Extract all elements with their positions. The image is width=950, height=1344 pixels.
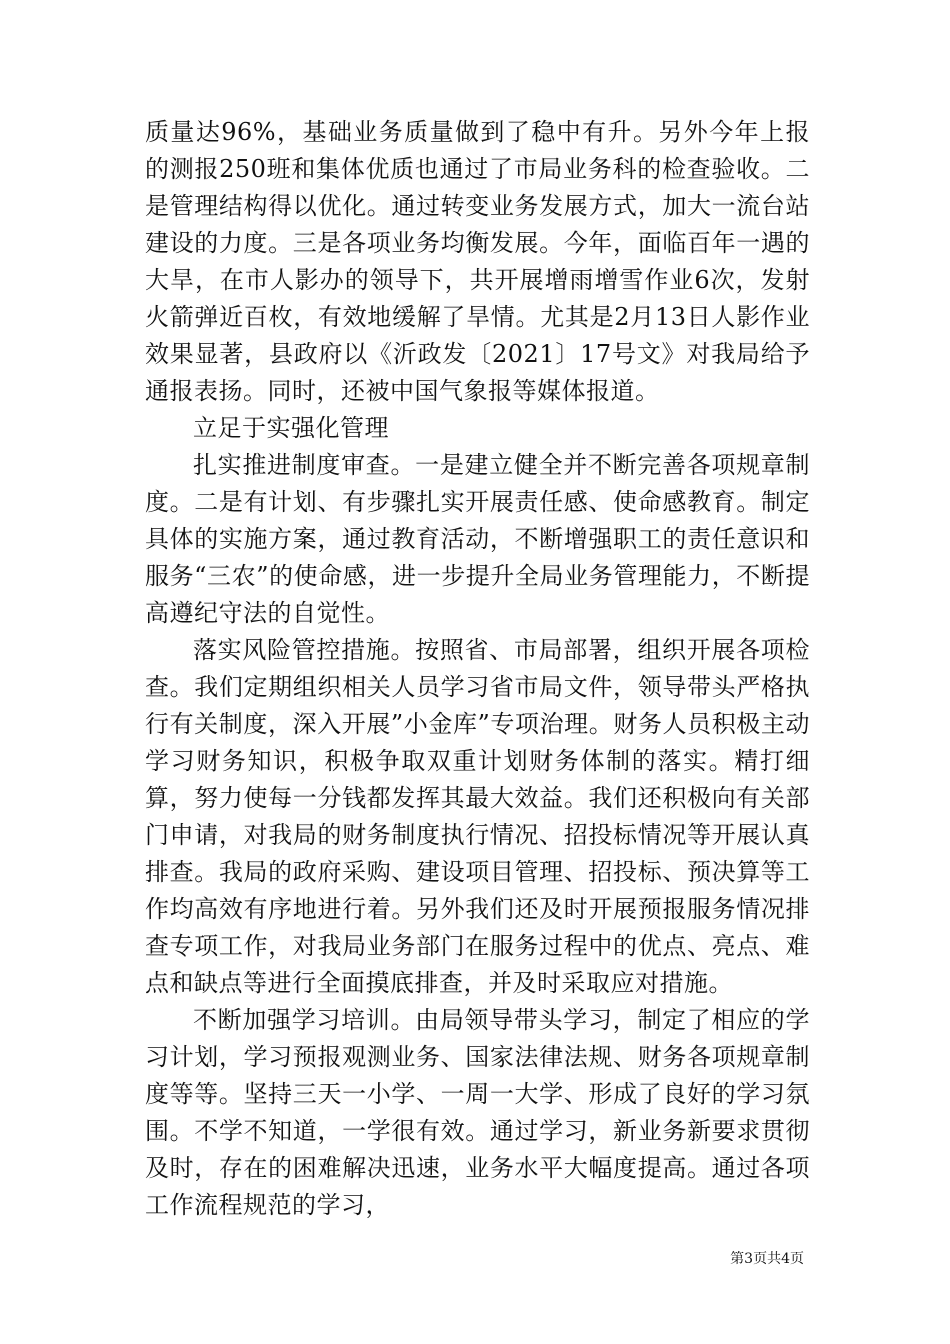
section-heading: 立足于实强化管理 xyxy=(193,414,389,442)
page-number-footer: 第3页共4页 xyxy=(730,1251,804,1267)
paragraph-system-review: 扎实推进制度审查。一是建立健全并不断完善各项规章制度。二是有计划、有步骤扎实开展责任感、使命感教育。制定具体的实施方案，通过教育活动，不断增强职工的责任意识和服务“三农”的使命感，进一步提升全局业务管理能力，不断提高遵纪守法的自觉性。 xyxy=(145,451,810,627)
paragraph-training: 不断加强学习培训。由局领导带头学习，制定了相应的学习计划，学习预报观测业务、国家法律法规、财务各项规章制度等等。坚持三天一小学、一周一大学、形成了良好的学习氛围。不学不知道，一学很有效。通过学习，新业务新要求贯彻及时，存在的困难解决迅速，业务水平大幅度提高。通过各项工作流程规范的学习， xyxy=(145,1006,810,1219)
document-body xyxy=(145,114,810,1224)
paragraph-risk-control: 落实风险管控措施。按照省、市局部署，组织开展各项检查。我们定期组织相关人员学习省市局文件，领导带头严格执行有关制度，深入开展”小金库”专项治理。财务人员积极主动学习财务知识，积极争取双重计划财务体制的落实。精打细算，努力使每一分钱都发挥其最大效益。我们还积极向有关部门申请，对我局的财务制度执行情况、招投标情况等开展认真排查。我局的政府采购、建设项目管理、招投标、预决算等工作均高效有序地进行着。另外我们还及时开展预报服务情况排查专项工作，对我局业务部门在服务过程中的优点、亮点、难点和缺点等进行全面摸底排查，并及时采取应对措施。 xyxy=(145,636,810,997)
paragraph-continued: 质量达96%，基础业务质量做到了稳中有升。另外今年上报的测报250班和集体优质也通过了市局业务科的检查验收。二是管理结构得以优化。通过转变业务发展方式，加大一流台站建设的力度。三是各项业务均衡发展。今年，面临百年一遇的大旱，在市人影办的领导下，共开展增雨增雪作业6次，发射火箭弹近百枚，有效地缓解了旱情。尤其是2月13日人影作业效果显著，县政府以《沂政发〔2021〕17号文》对我局给予通报表扬。同时，还被中国气象报等媒体报道。 xyxy=(145,118,810,405)
